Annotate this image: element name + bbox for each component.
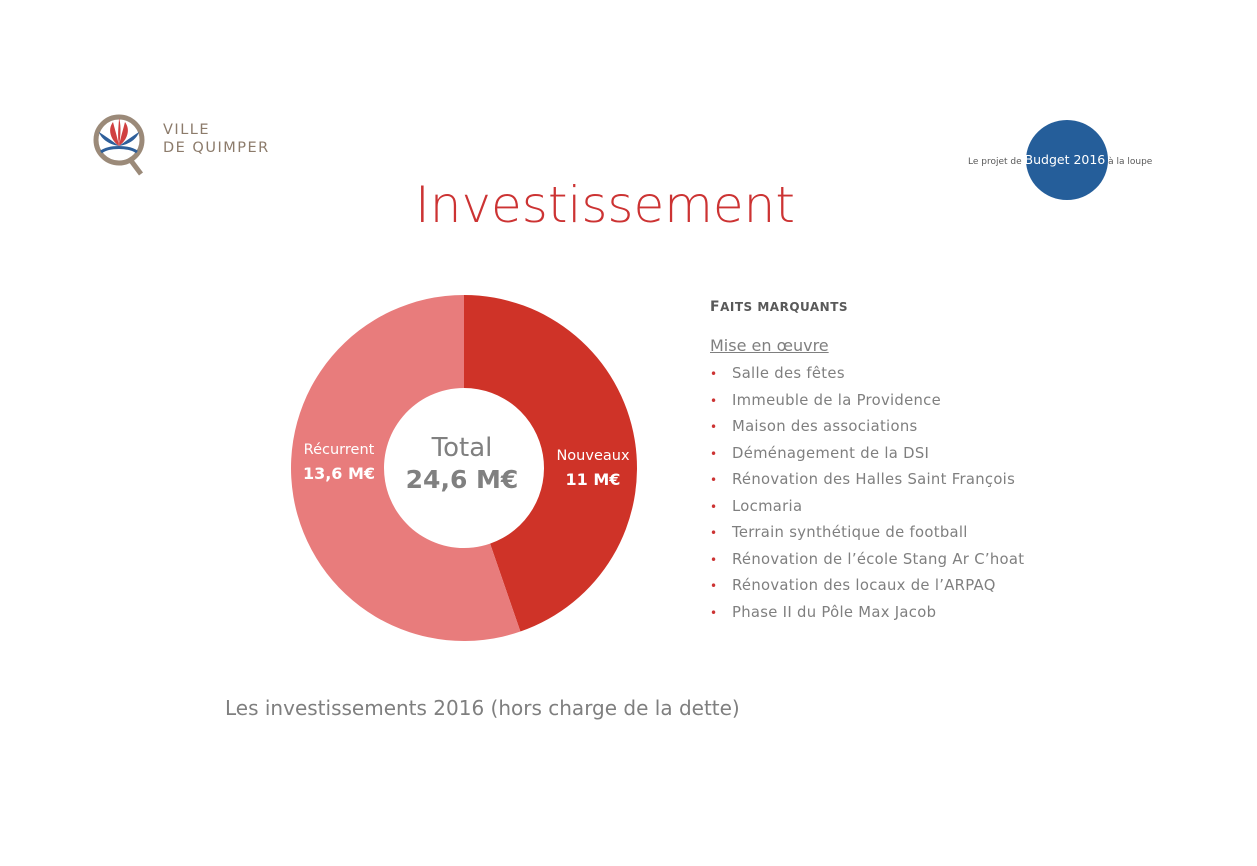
bullet-icon: • (710, 367, 718, 381)
label-nouveaux (545, 444, 641, 493)
label-recurrent-value: 13,6 M€ (302, 464, 376, 483)
highlights-heading (710, 299, 848, 315)
list-item-label: Maison des associations (732, 418, 918, 435)
list-item (710, 575, 1024, 602)
list-item-label: Salle des fêtes (732, 365, 845, 382)
highlights-heading-part2: RQUANTS (779, 300, 849, 314)
city-name-line2: DE QUIMPER (163, 140, 270, 156)
list-item (710, 469, 1024, 496)
chart-caption: Les investissements 2016 (hors charge de la dette) (225, 696, 740, 720)
list-item (710, 443, 1024, 470)
highlights-heading-initial: F (710, 299, 721, 315)
list-item (710, 602, 1024, 629)
list-item (710, 416, 1024, 443)
bullet-icon: • (710, 526, 718, 540)
list-item-label: Rénovation des Halles Saint François (732, 471, 1016, 488)
bullet-icon: • (710, 605, 718, 620)
bullet-icon: • (710, 473, 718, 487)
highlights-subheading: Mise en œuvre (710, 336, 829, 355)
bullet-icon: • (710, 393, 718, 408)
list-item (710, 496, 1024, 523)
badge-prefix: Le projet de (968, 157, 1025, 167)
donut-center-label (392, 432, 532, 496)
bullet-icon: • (710, 499, 718, 514)
list-item-label: Rénovation de l’école Stang Ar C’hoat (732, 550, 1025, 568)
list-item (710, 363, 1024, 390)
list-item-label: Locmaria (732, 497, 803, 515)
list-item-label: Phase II du Pôle Max Jacob (732, 603, 937, 621)
list-item-label: Terrain synthétique de football (732, 524, 968, 541)
highlights-heading-part1: AITS MA (720, 300, 780, 314)
bullet-icon: • (710, 446, 718, 461)
list-item-label: Immeuble de la Providence (732, 391, 942, 409)
label-recurrent (285, 438, 393, 487)
label-nouveaux-value: 11 M€ (565, 470, 621, 489)
list-item (710, 390, 1024, 417)
highlights-list (710, 363, 1024, 628)
list-item-label: Rénovation des locaux de l’ARPAQ (732, 577, 996, 594)
list-item (710, 522, 1024, 549)
page-title: Investissement (415, 176, 795, 234)
bullet-icon: • (710, 420, 718, 434)
list-item (710, 549, 1024, 576)
label-recurrent-name: Récurrent (303, 442, 375, 458)
bullet-icon: • (710, 579, 718, 593)
bullet-icon: • (710, 552, 718, 567)
badge-main: Budget 2016 (1024, 152, 1106, 167)
list-item-label: Déménagement de la DSI (732, 444, 930, 462)
badge-suffix: à la loupe (1105, 157, 1153, 167)
total-value: 24,6 M€ (405, 465, 519, 494)
label-nouveaux-name: Nouveaux (556, 448, 630, 464)
city-name-line1: VILLE (163, 122, 211, 138)
total-label: Total (431, 433, 493, 463)
